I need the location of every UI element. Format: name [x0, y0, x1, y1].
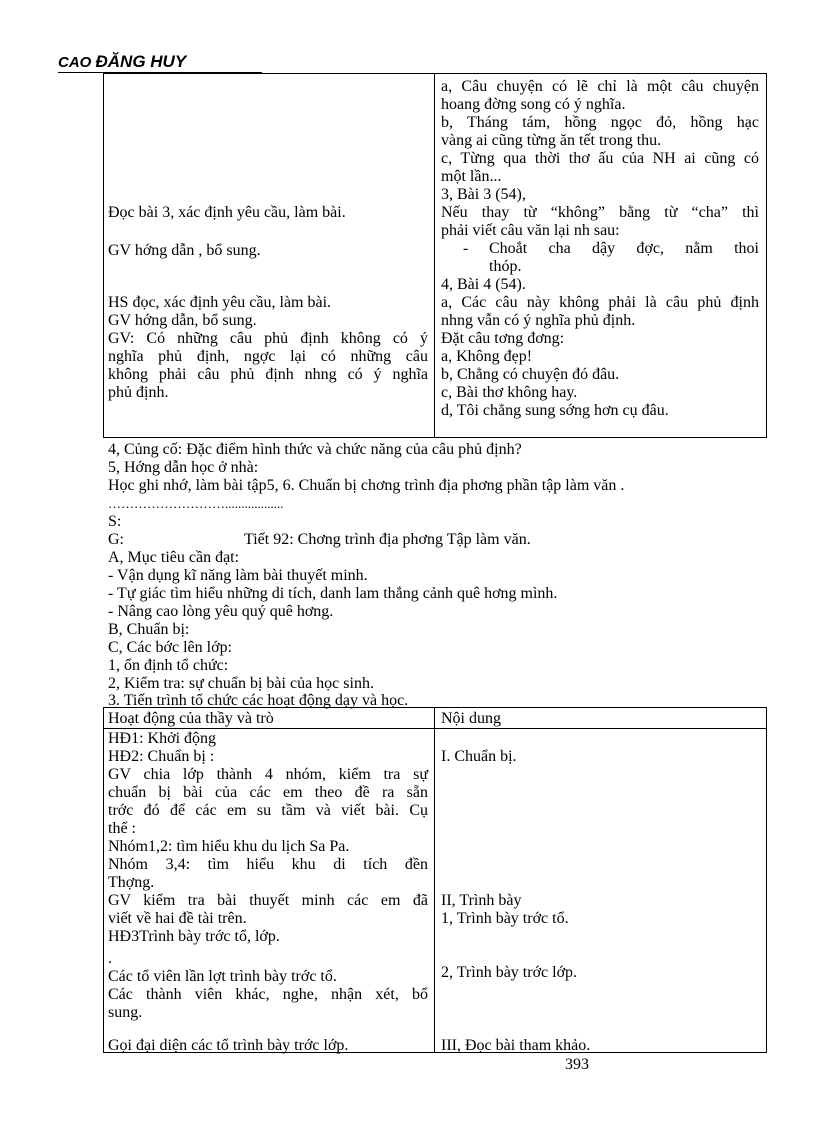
table1-right-line: c, Từng qua thời thơ ấu của NH ai cũng có — [441, 150, 759, 167]
table2-right-line: 2, Trình bày trớc lớp. — [441, 964, 578, 981]
table1-left-line: Đọc bài 3, xác định yêu cầu, làm bài. — [108, 204, 346, 221]
header-part1: CAO — [58, 54, 96, 71]
table2-left-line: trớc đó để các em su tầm và viết bài. Cụ — [108, 802, 428, 819]
table2-right-line: III, Đọc bài tham khảo. — [441, 1037, 591, 1054]
table1-left-block — [108, 294, 428, 402]
table2-left-line: Nhóm 3,4: tìm hiểu khu di tích đền — [108, 856, 428, 873]
table2-left-line: HĐ2: Chuẩn bị : — [108, 748, 215, 765]
table2-left-line: Các thành viên khác, nghe, nhận xét, bổ — [108, 986, 428, 1003]
activity-table-left-column — [108, 730, 428, 1022]
exercise-table-right-column — [441, 78, 759, 420]
table1-left-line: HS đọc, xác định yêu cầu, làm bài. — [108, 294, 332, 311]
table1-right-line: a, Không đẹp! — [441, 348, 533, 365]
table1-right-line: c, Bài thơ không hay. — [441, 384, 578, 401]
table1-right-line: d, Tôi chẳng sung sớng hơn cụ đâu. — [441, 402, 669, 419]
author-header — [58, 52, 262, 73]
table2-left-line: HĐ3Trình bày trớc tổ, lớp. — [108, 928, 280, 945]
body-line: G: — [108, 531, 124, 548]
table2-left-line: Gọi đại diện các tổ trình bày trớc lớp. — [108, 1037, 349, 1054]
table1-right-line: 4, Bài 4 (54). — [441, 276, 526, 293]
table2-left-line: sung. — [108, 1004, 143, 1021]
table1-right-line: Choắt cha dậy đợc, nằm thoi — [489, 240, 759, 257]
body-line: S: — [108, 513, 122, 530]
table1-left-line: phủ định. — [108, 384, 169, 401]
body-line: - Nâng cao lòng yêu quý quê hơng. — [108, 603, 334, 620]
page-number: 393 — [565, 1056, 589, 1073]
table1-right-line: nhng vẫn có ý nghĩa phủ định. — [441, 312, 636, 329]
table1-right-line: a, Các câu này không phải là câu phủ định — [441, 294, 759, 311]
body-line: 2, Kiểm tra: sự chuẩn bị bài của học sinh. — [108, 675, 374, 692]
table1-right-line: phải viết câu văn lại nh sau: — [441, 222, 620, 239]
body-line: B, Chuẩn bị: — [108, 621, 190, 638]
body-line: - Tự giác tìm hiểu những di tích, danh lam thắng cảnh quê hơng mình. — [108, 585, 558, 602]
table2-right-line: II, Trình bày — [441, 892, 522, 909]
activity-header-teacher: Hoạt động của thầy và trò — [108, 710, 274, 727]
table1-right-line: hoang đờng song có ý nghĩa. — [441, 96, 626, 113]
table1-left-line: GV hớng dẫn, bổ sung. — [108, 312, 257, 329]
table1-right-line: Đặt câu tơng đơng: — [441, 330, 565, 347]
body-line: 3. Tiến trình tổ chức các hoạt động dạy và học. — [108, 692, 409, 709]
lesson-title: Tiết 92: Chơng trình địa phơng Tập làm văn. — [244, 531, 531, 548]
table1-right-line: một lần... — [441, 168, 502, 185]
body-line: C, Các bớc lên lớp: — [108, 639, 233, 656]
body-line: - Vận dụng kĩ năng làm bài thuyết minh. — [108, 567, 368, 584]
body-line: 5, Hớng dẫn học ở nhà: — [108, 459, 259, 476]
exercise-table-divider — [434, 73, 435, 438]
body-line: 1, ổn định tổ chức: — [108, 657, 229, 674]
table1-right-line: 3, Bài 3 (54), — [441, 186, 526, 203]
table1-left-line: nghĩa phủ định, ngợc lại có những câu — [108, 348, 428, 365]
table2-left-line: chuẩn bị bài của các em theo đề ra sẵn — [108, 784, 428, 801]
table2-left-line: Các tổ viên lần lợt trình bày trớc tổ. — [108, 968, 337, 985]
activity-table-divider — [434, 707, 435, 1053]
table1-right-line: thóp. — [489, 258, 522, 275]
header-part2: ĐĂNG HUY — [95, 52, 187, 71]
table2-left-line: thể : — [108, 820, 136, 837]
table2-left-line: GV chia lớp thành 4 nhóm, kiểm tra sự — [108, 766, 428, 783]
table2-left-line: GV kiểm tra bài thuyết minh các em đã — [108, 892, 428, 909]
activity-table-header-rule — [103, 728, 767, 729]
table1-left-line: GV: Có những câu phủ định không có ý — [108, 330, 428, 347]
table2-left-line: Nhóm1,2: tìm hiểu khu du lịch Sa Pa. — [108, 838, 350, 855]
table2-left-line: Thợng. — [108, 874, 155, 891]
table1-right-line: a, Câu chuyện có lẽ chỉ là một câu chuyện — [441, 78, 759, 95]
table1-right-line: b, Tháng tám, hồng ngọc đỏ, hồng hạc — [441, 114, 759, 131]
table2-left-line: . — [108, 950, 112, 967]
table2-right-line: 1, Trình bày trớc tổ. — [441, 910, 569, 927]
table1-right-line: vàng ai cũng từng ăn tết trong thu. — [441, 132, 662, 149]
table1-left-line: GV hớng dẫn , bổ sung. — [108, 242, 261, 259]
body-line: Học ghi nhớ, làm bài tập5, 6. Chuẩn bị chơng trình địa phơng phần tập làm văn . — [108, 477, 625, 494]
table2-left-line: viết về hai đề tài trên. — [108, 910, 247, 927]
activity-header-content: Nội dung — [441, 710, 501, 727]
body-line: A, Mục tiêu cần đạt: — [108, 549, 240, 566]
body-line: ……………………….................. — [108, 496, 284, 511]
table2-left-line: HĐ1: Khởi động — [108, 730, 217, 747]
table1-right-line: Nếu thay từ “không” bằng từ “cha” thì — [441, 204, 759, 221]
table1-right-line: b, Chẳng có chuyện đó đâu. — [441, 366, 620, 383]
table2-right-line: I. Chuẩn bị. — [441, 748, 517, 765]
body-line: 4, Củng cố: Đặc điểm hình thức và chức năng của câu phủ định? — [108, 441, 522, 458]
dash-bullet: - — [463, 240, 469, 257]
table1-left-line: không phải câu phủ định nhng có ý nghĩa — [108, 366, 428, 383]
